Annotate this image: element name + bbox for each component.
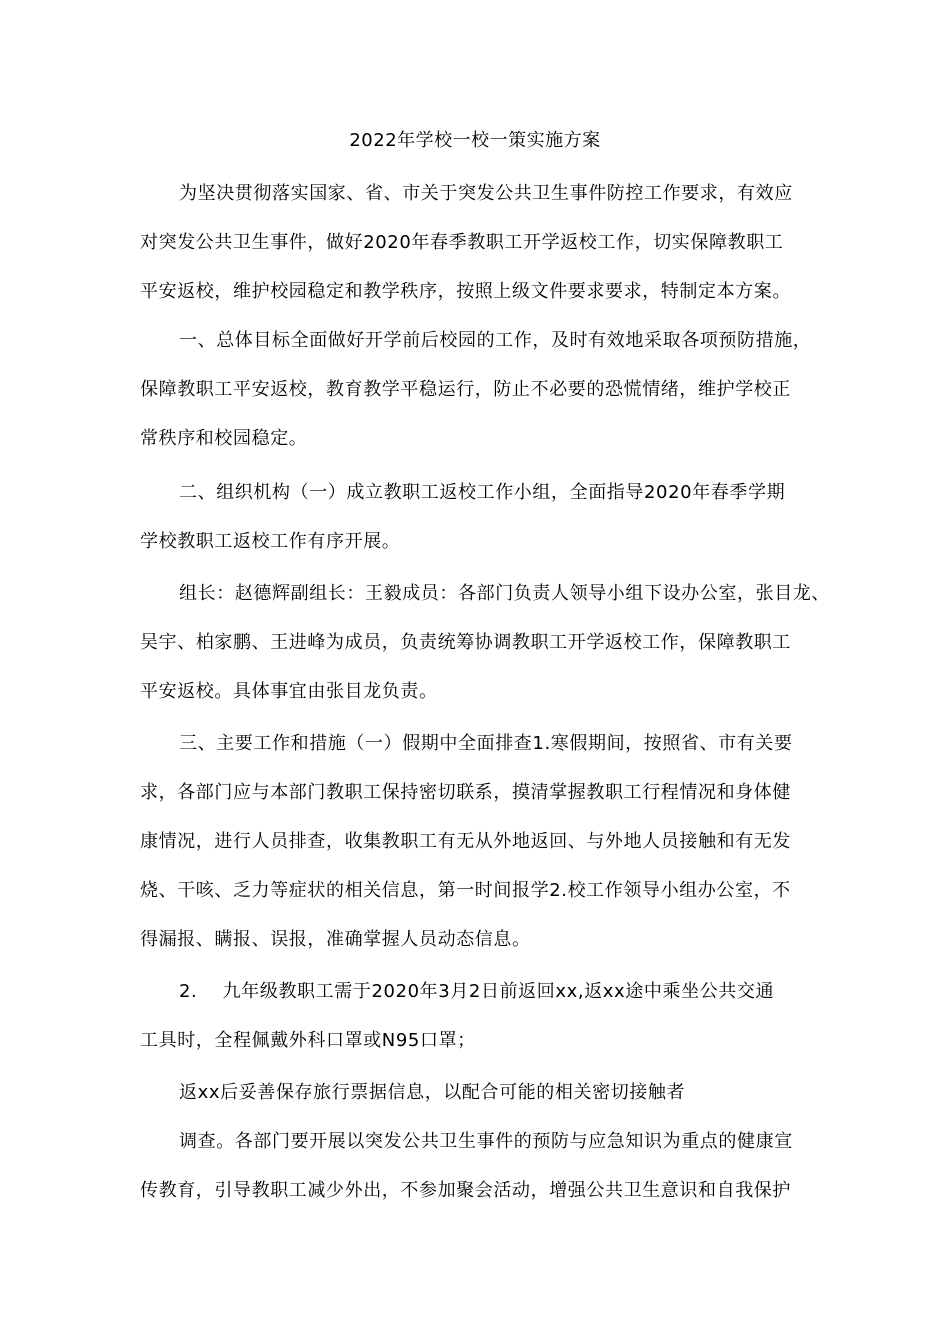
paragraph-line: 常秩序和校园稳定。	[140, 428, 308, 449]
paragraph-line: 得漏报、瞒报、误报，准确掌握人员动态信息。	[140, 929, 531, 950]
paragraph-line: 求，各部门应与本部门教职工保持密切联系，摸清掌握教职工行程情况和身体健	[140, 782, 791, 803]
paragraph-line: 康情况，进行人员排查，收集教职工有无从外地返回、与外地人员接触和有无发	[140, 831, 791, 852]
paragraph-line: 返xx后妥善保存旅行票据信息，以配合可能的相关密切接触者	[179, 1082, 686, 1103]
paragraph-line: 学校教职工返校工作有序开展。	[140, 531, 401, 552]
document-title: 2022年学校一校一策实施方案	[349, 130, 601, 151]
paragraph-line: 对突发公共卫生事件，做好2020年春季教职工开学返校工作，切实保障教职工	[140, 232, 784, 253]
paragraph-line: 三、主要工作和措施（一）假期中全面排查1.寒假期间，按照省、市有关要	[179, 733, 793, 754]
paragraph-line: 传教育，引导教职工减少外出，不参加聚会活动，增强公共卫生意识和自我保护	[140, 1180, 791, 1201]
paragraph-line: 2. 九年级教职工需于2020年3月2日前返回xx,返xx途中乘坐公共交通	[179, 981, 775, 1002]
paragraph-line: 调查。各部门要开展以突发公共卫生事件的预防与应急知识为重点的健康宣	[179, 1131, 793, 1152]
paragraph-line: 一、总体目标全面做好开学前后校园的工作，及时有效地采取各项预防措施，	[179, 330, 812, 351]
paragraph-line: 为坚决贯彻落实国家、省、市关于突发公共卫生事件防控工作要求，有效应	[179, 183, 793, 204]
paragraph-line: 二、组织机构（一）成立教职工返校工作小组，全面指导2020年春季学期	[179, 482, 786, 503]
paragraph-line: 烧、干咳、乏力等症状的相关信息，第一时间报学2.校工作领导小组办公室，不	[140, 880, 791, 901]
paragraph-line: 保障教职工平安返校，教育教学平稳运行，防止不必要的恐慌情绪，维护学校正	[140, 379, 791, 400]
paragraph-line: 组长：赵德辉副组长：王毅成员：各部门负责人领导小组下设办公室，张目龙、	[179, 583, 830, 604]
paragraph-line: 吴宇、柏家鹏、王进峰为成员，负责统筹协调教职工开学返校工作，保障教职工	[140, 632, 791, 653]
paragraph-line: 平安返校，维护校园稳定和教学秩序，按照上级文件要求要求，特制定本方案。	[140, 281, 791, 302]
paragraph-line: 工具时，全程佩戴外科口罩或N95口罩；	[140, 1030, 476, 1051]
paragraph-line: 平安返校。具体事宜由张目龙负责。	[140, 681, 438, 702]
